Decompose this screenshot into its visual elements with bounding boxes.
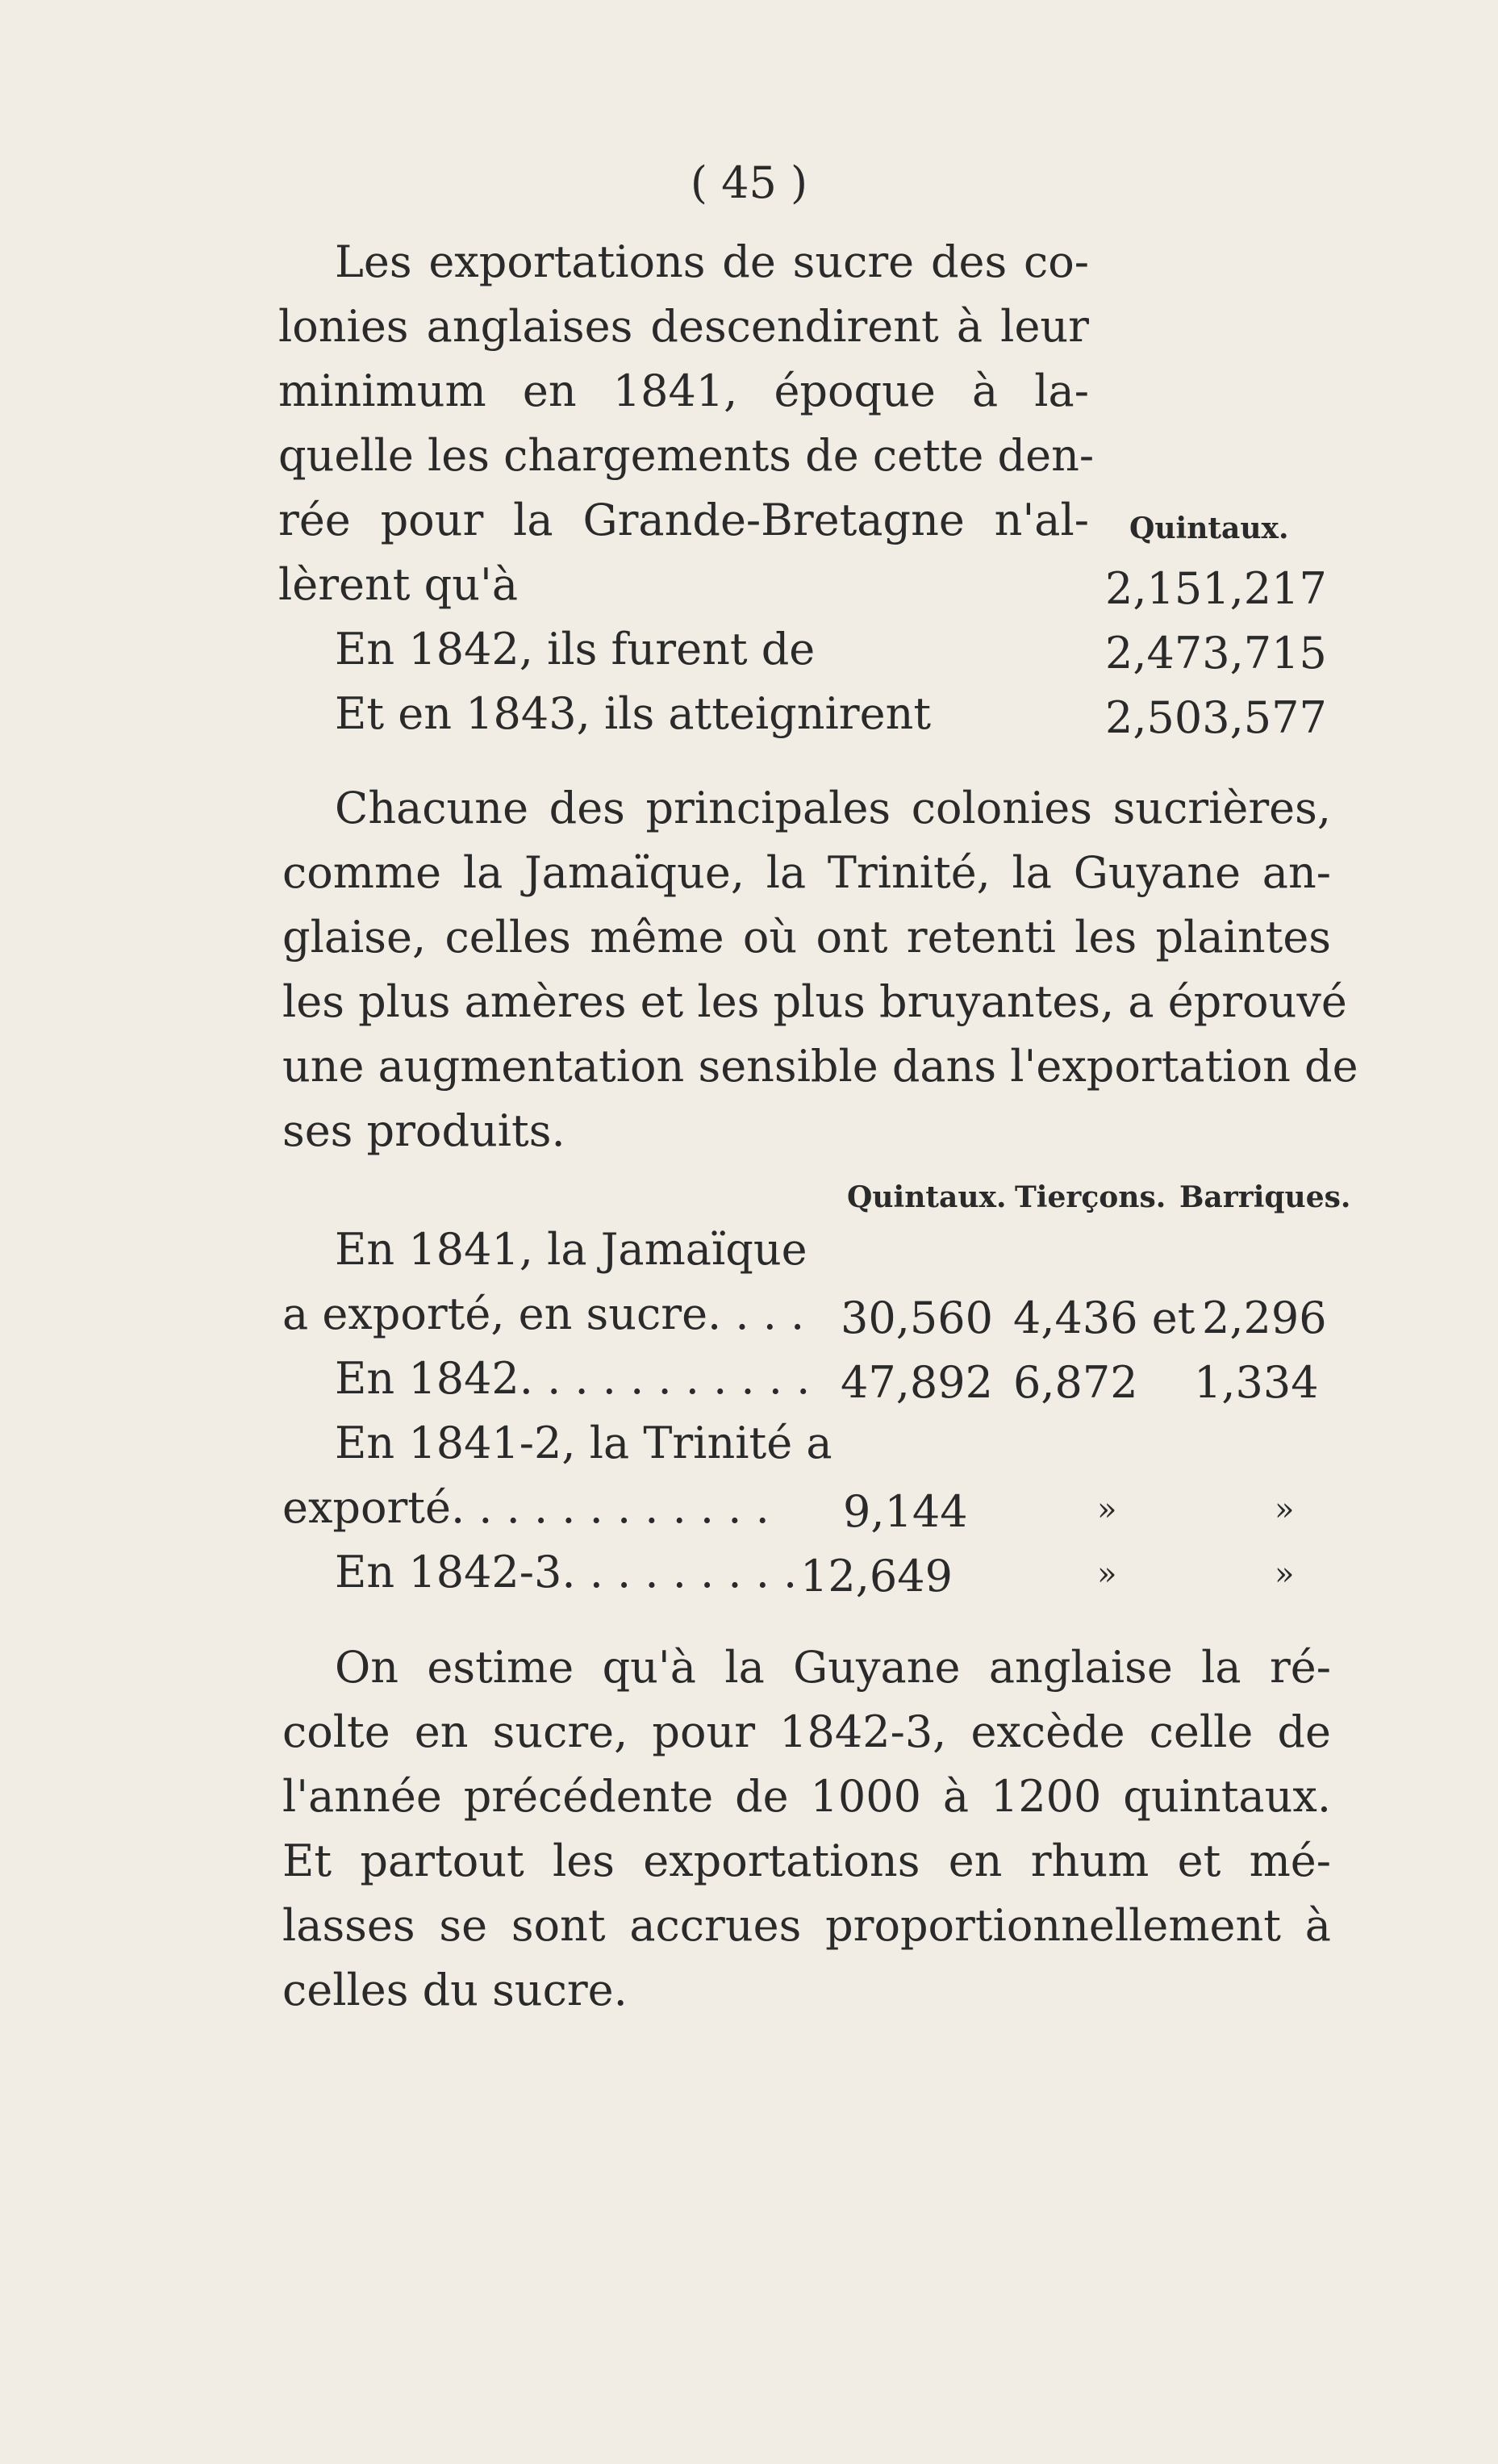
para3-line-4: Et partout les exportations en rhum et mé- [282, 1835, 1331, 1886]
para2-line-6: ses produits. [282, 1105, 565, 1156]
para3-line-6: celles du sucre. [282, 1965, 628, 2015]
table-row-2-barriques: 2,296 [1202, 1293, 1327, 1343]
para1-row-3-value: 2,503,577 [1105, 692, 1327, 743]
table-header-quintaux: Quintaux. [847, 1180, 1007, 1214]
table-row-2-tiercons: 4,436 et [1013, 1293, 1195, 1343]
table-header-tiercons: Tierçons. [1015, 1180, 1166, 1214]
table-row-5-label: exporté. . . . . . . . . . . . [282, 1482, 770, 1533]
table-row-5-tiercons: » [1097, 1491, 1117, 1528]
table-row-3-barriques: 1,334 [1194, 1357, 1319, 1408]
table-row-5-barriques: » [1275, 1491, 1295, 1528]
table-row-2-label: a exporté, en sucre. . . . [282, 1288, 805, 1339]
table-row-6-barriques: » [1275, 1556, 1295, 1593]
para2-line-1: Chacune des principales colonies sucrières, [335, 783, 1331, 833]
para1-row-2-value: 2,473,715 [1105, 628, 1327, 679]
table-row-2-quintaux: 30,560 [841, 1293, 993, 1343]
quintaux-header-1: Quintaux. [1129, 512, 1289, 545]
para1-row-2-label: En 1842, ils furent de [335, 624, 816, 674]
para1-line-2: lonies anglaises descendirent à leur [278, 301, 1089, 352]
table-row-3-tiercons: 6,872 [1013, 1357, 1138, 1408]
table-row-6-label: En 1842-3. . . . . . . . . [335, 1547, 798, 1597]
para1-row-1-value: 2,151,217 [1105, 563, 1327, 614]
para3-line-2: colte en sucre, pour 1842-3, excède celle de [282, 1706, 1331, 1757]
table-row-6-tiercons: » [1097, 1556, 1117, 1593]
para3-line-5: lasses se sont accrues proportionnellement à [282, 1900, 1331, 1951]
table-header-barriques: Barriques. [1179, 1180, 1351, 1214]
para2-line-2: comme la Jamaïque, la Trinité, la Guyane an- [282, 847, 1331, 898]
table-row-1-label: En 1841, la Jamaïque [335, 1224, 807, 1275]
para1-line-5: rée pour la Grande-Bretagne n'al- [278, 495, 1089, 545]
para2-line-5: une augmentation sensible dans l'exportation de [282, 1041, 1358, 1092]
para1-row-1-label: lèrent qu'à [278, 559, 519, 610]
table-row-4-label: En 1841-2, la Trinité a [335, 1418, 832, 1468]
table-row-3-quintaux: 47,892 [841, 1357, 993, 1408]
table-row-3-label: En 1842. . . . . . . . . . . [335, 1353, 811, 1404]
para1-line-3: minimum en 1841, époque à la- [278, 365, 1089, 416]
para1-line-1: Les exportations de sucre des co- [335, 236, 1089, 287]
para1-row-3-label: Et en 1843, ils atteignirent [335, 688, 932, 739]
para3-line-1: On estime qu'à la Guyane anglaise la ré- [335, 1642, 1331, 1693]
para1-line-4: quelle les chargements de cette den- [278, 430, 1095, 481]
table-row-5-quintaux: 9,144 [843, 1486, 968, 1537]
table-row-6-quintaux: 12,649 [800, 1551, 953, 1602]
para2-line-3: glaise, celles même où ont retenti les plaintes [282, 912, 1331, 963]
page-number: ( 45 ) [690, 157, 808, 208]
para2-line-4: les plus amères et les plus bruyantes, a éprouvé [282, 976, 1347, 1027]
para3-line-3: l'année précédente de 1000 à 1200 quintaux. [282, 1771, 1331, 1822]
